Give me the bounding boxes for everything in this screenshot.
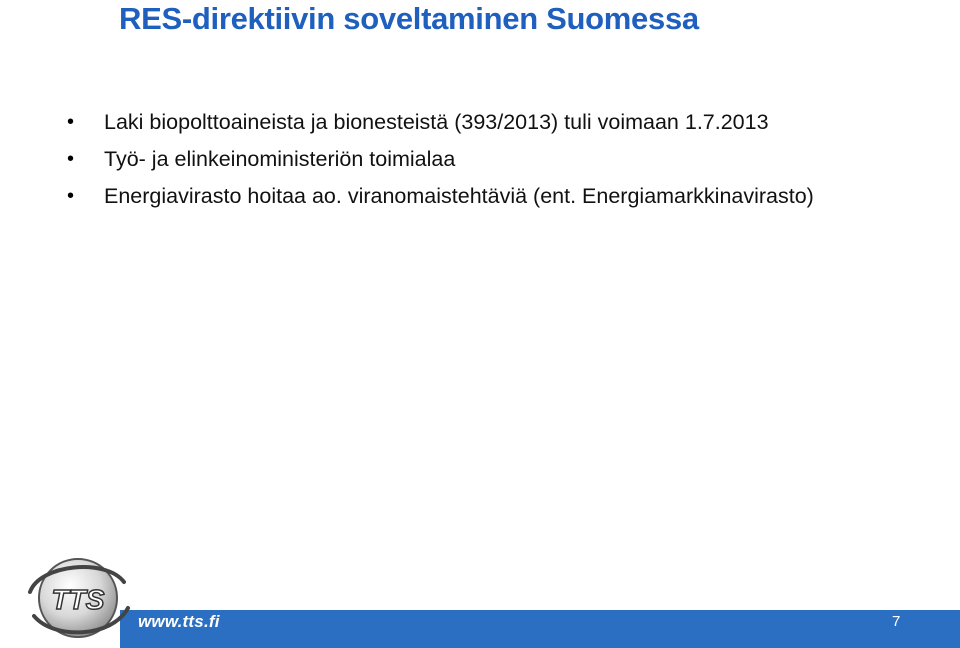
bullet-text: Energiavirasto hoitaa ao. viranomaistehtäviä (ent. Energiamarkkinavirasto)	[104, 184, 814, 208]
bullet-text: Laki biopolttoaineista ja bionesteistä (393/2013) tuli voimaan 1.7.2013	[104, 110, 769, 134]
bullet-marker: •	[67, 148, 75, 170]
logo-lettering: TTS	[51, 584, 105, 615]
bullet-marker: •	[67, 111, 75, 133]
footer-url-link[interactable]: www.tts.fi	[138, 612, 220, 631]
slide-title: RES-direktiivin soveltaminen Suomessa	[119, 1, 699, 36]
page-number: 7	[892, 613, 901, 630]
bullet-text: Työ- ja elinkeinoministeriön toimialaa	[104, 147, 456, 171]
footer-bar	[120, 610, 960, 648]
tts-logo-icon	[20, 556, 136, 642]
bullet-marker: •	[67, 185, 75, 207]
